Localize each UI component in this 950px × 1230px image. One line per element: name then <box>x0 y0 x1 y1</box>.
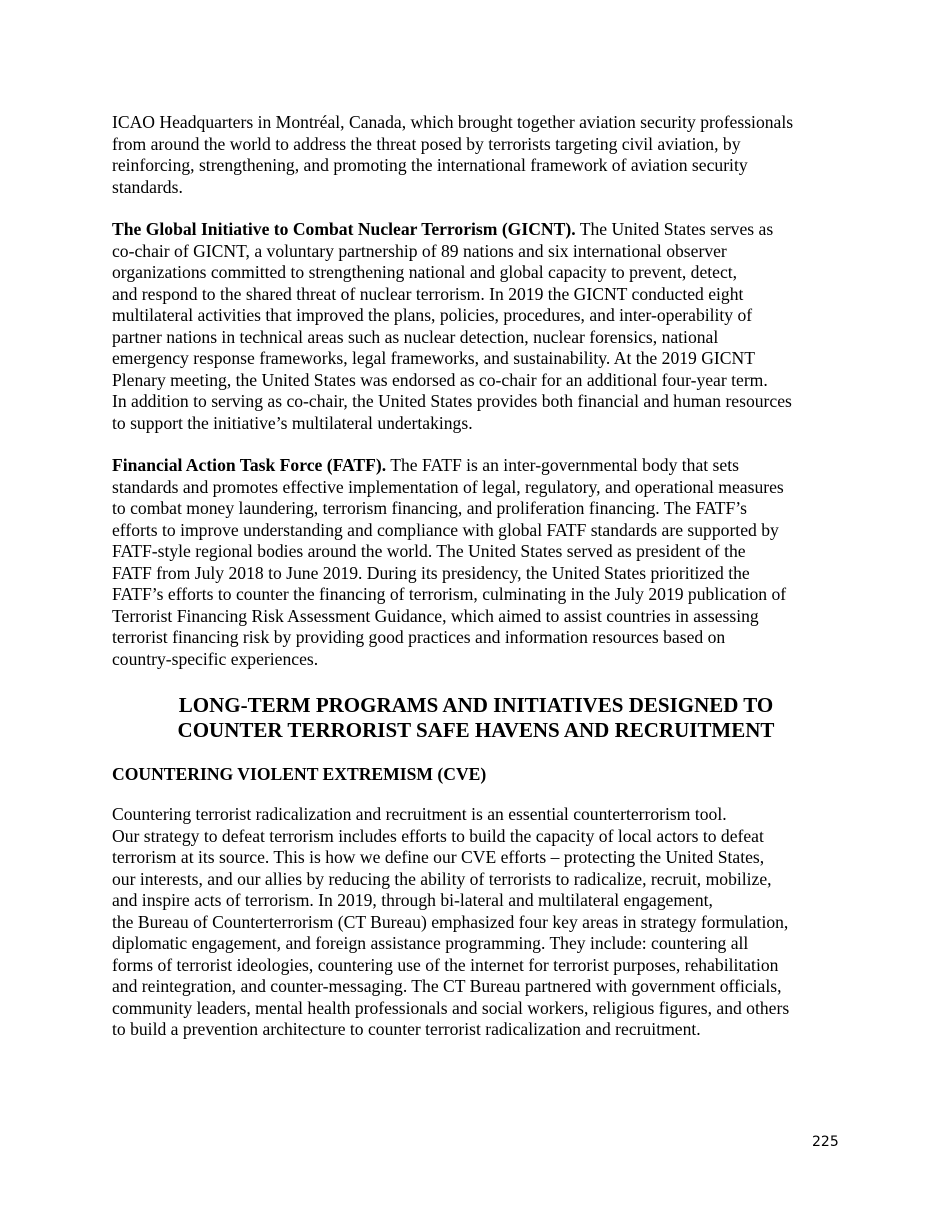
paragraph-gicnt <box>112 219 840 434</box>
paragraph-fatf <box>112 455 840 670</box>
paragraph-icao: ICAO Headquarters in Montréal, Canada, which brought together aviation security professionals from around the world to address the threat posed by terrorists targeting civil aviation, by reinforcing, strengthening, and promoting the international framework of aviation security standards. <box>112 112 794 197</box>
paragraph-gicnt-lead: The Global Initiative to Combat Nuclear Terrorism (GICNT). <box>112 219 576 239</box>
section-heading: LONG-TERM PROGRAMS AND INITIATIVES DESIGNED TO COUNTER TERRORIST SAFE HAVENS AND RECRUITMENT <box>177 693 775 742</box>
paragraph-fatf-lead: Financial Action Task Force (FATF). <box>112 455 387 475</box>
page-number: 225 <box>812 1134 839 1150</box>
document-body <box>112 112 840 1041</box>
paragraph-gicnt-body: The United States serves as co-chair of GICNT, a voluntary partnership of 89 nations and six international observer organizations committed to strengthening national and global capacity to prevent, detect, and respond to the shared threat of nuclear terrorism. In 2019 the GICNT conducted eight multilateral activities that improved the plans, policies, procedures, and inter-operability of partner nations in technical areas such as nuclear detection, nuclear forensics, national emergency response frameworks, legal frameworks, and sustainability. At the 2019 GICNT Plenary meeting, the United States was endorsed as co-chair for an additional four-year term. In addition to serving as co-chair, the United States provides both financial and human resources to support the initiative’s multilateral undertakings. <box>112 219 792 433</box>
paragraph-fatf-body: The FATF is an inter-governmental body that sets standards and promotes effective implementation of legal, regulatory, and operational measures to combat money laundering, terrorism financing, and proliferation financing. The FATF’s efforts to improve understanding and compliance with global FATF standards are supported by FATF-style regional bodies around the world. The United States served as president of the FATF from July 2018 to June 2019. During its presidency, the United States prioritized the FATF’s efforts to counter the financing of terrorism, culminating in the July 2019 publication of Terrorist Financing Risk Assessment Guidance, which aimed to assist countries in assessing terrorist financing risk by providing good practices and information resources based on country-specific experiences. <box>112 455 787 669</box>
sub-heading-cve: COUNTERING VIOLENT EXTREMISM (CVE) <box>112 764 487 784</box>
paragraph-cve: Countering terrorist radicalization and recruitment is an essential counterterrorism tool. Our strategy to defeat terrorism includes efforts to build the capacity of local actors to defeat terrorism at its source. This is how we define our CVE efforts – protecting the United States, our interests, and our allies by reducing the ability of terrorists to radicalize, recruit, mobilize, and inspire acts of terrorism. In 2019, through bi-lateral and multilateral engagement, the Bureau of Counterterrorism (CT Bureau) emphasized four key areas in strategy formulation, diplomatic engagement, and foreign assistance programming. They include: countering all forms of terrorist ideologies, countering use of the internet for terrorist purposes, rehabilitation and reintegration, and counter-messaging. The CT Bureau partnered with government officials, community leaders, mental health professionals and social workers, religious figures, and others to build a prevention architecture to counter terrorist radicalization and recruitment. <box>112 804 790 1039</box>
